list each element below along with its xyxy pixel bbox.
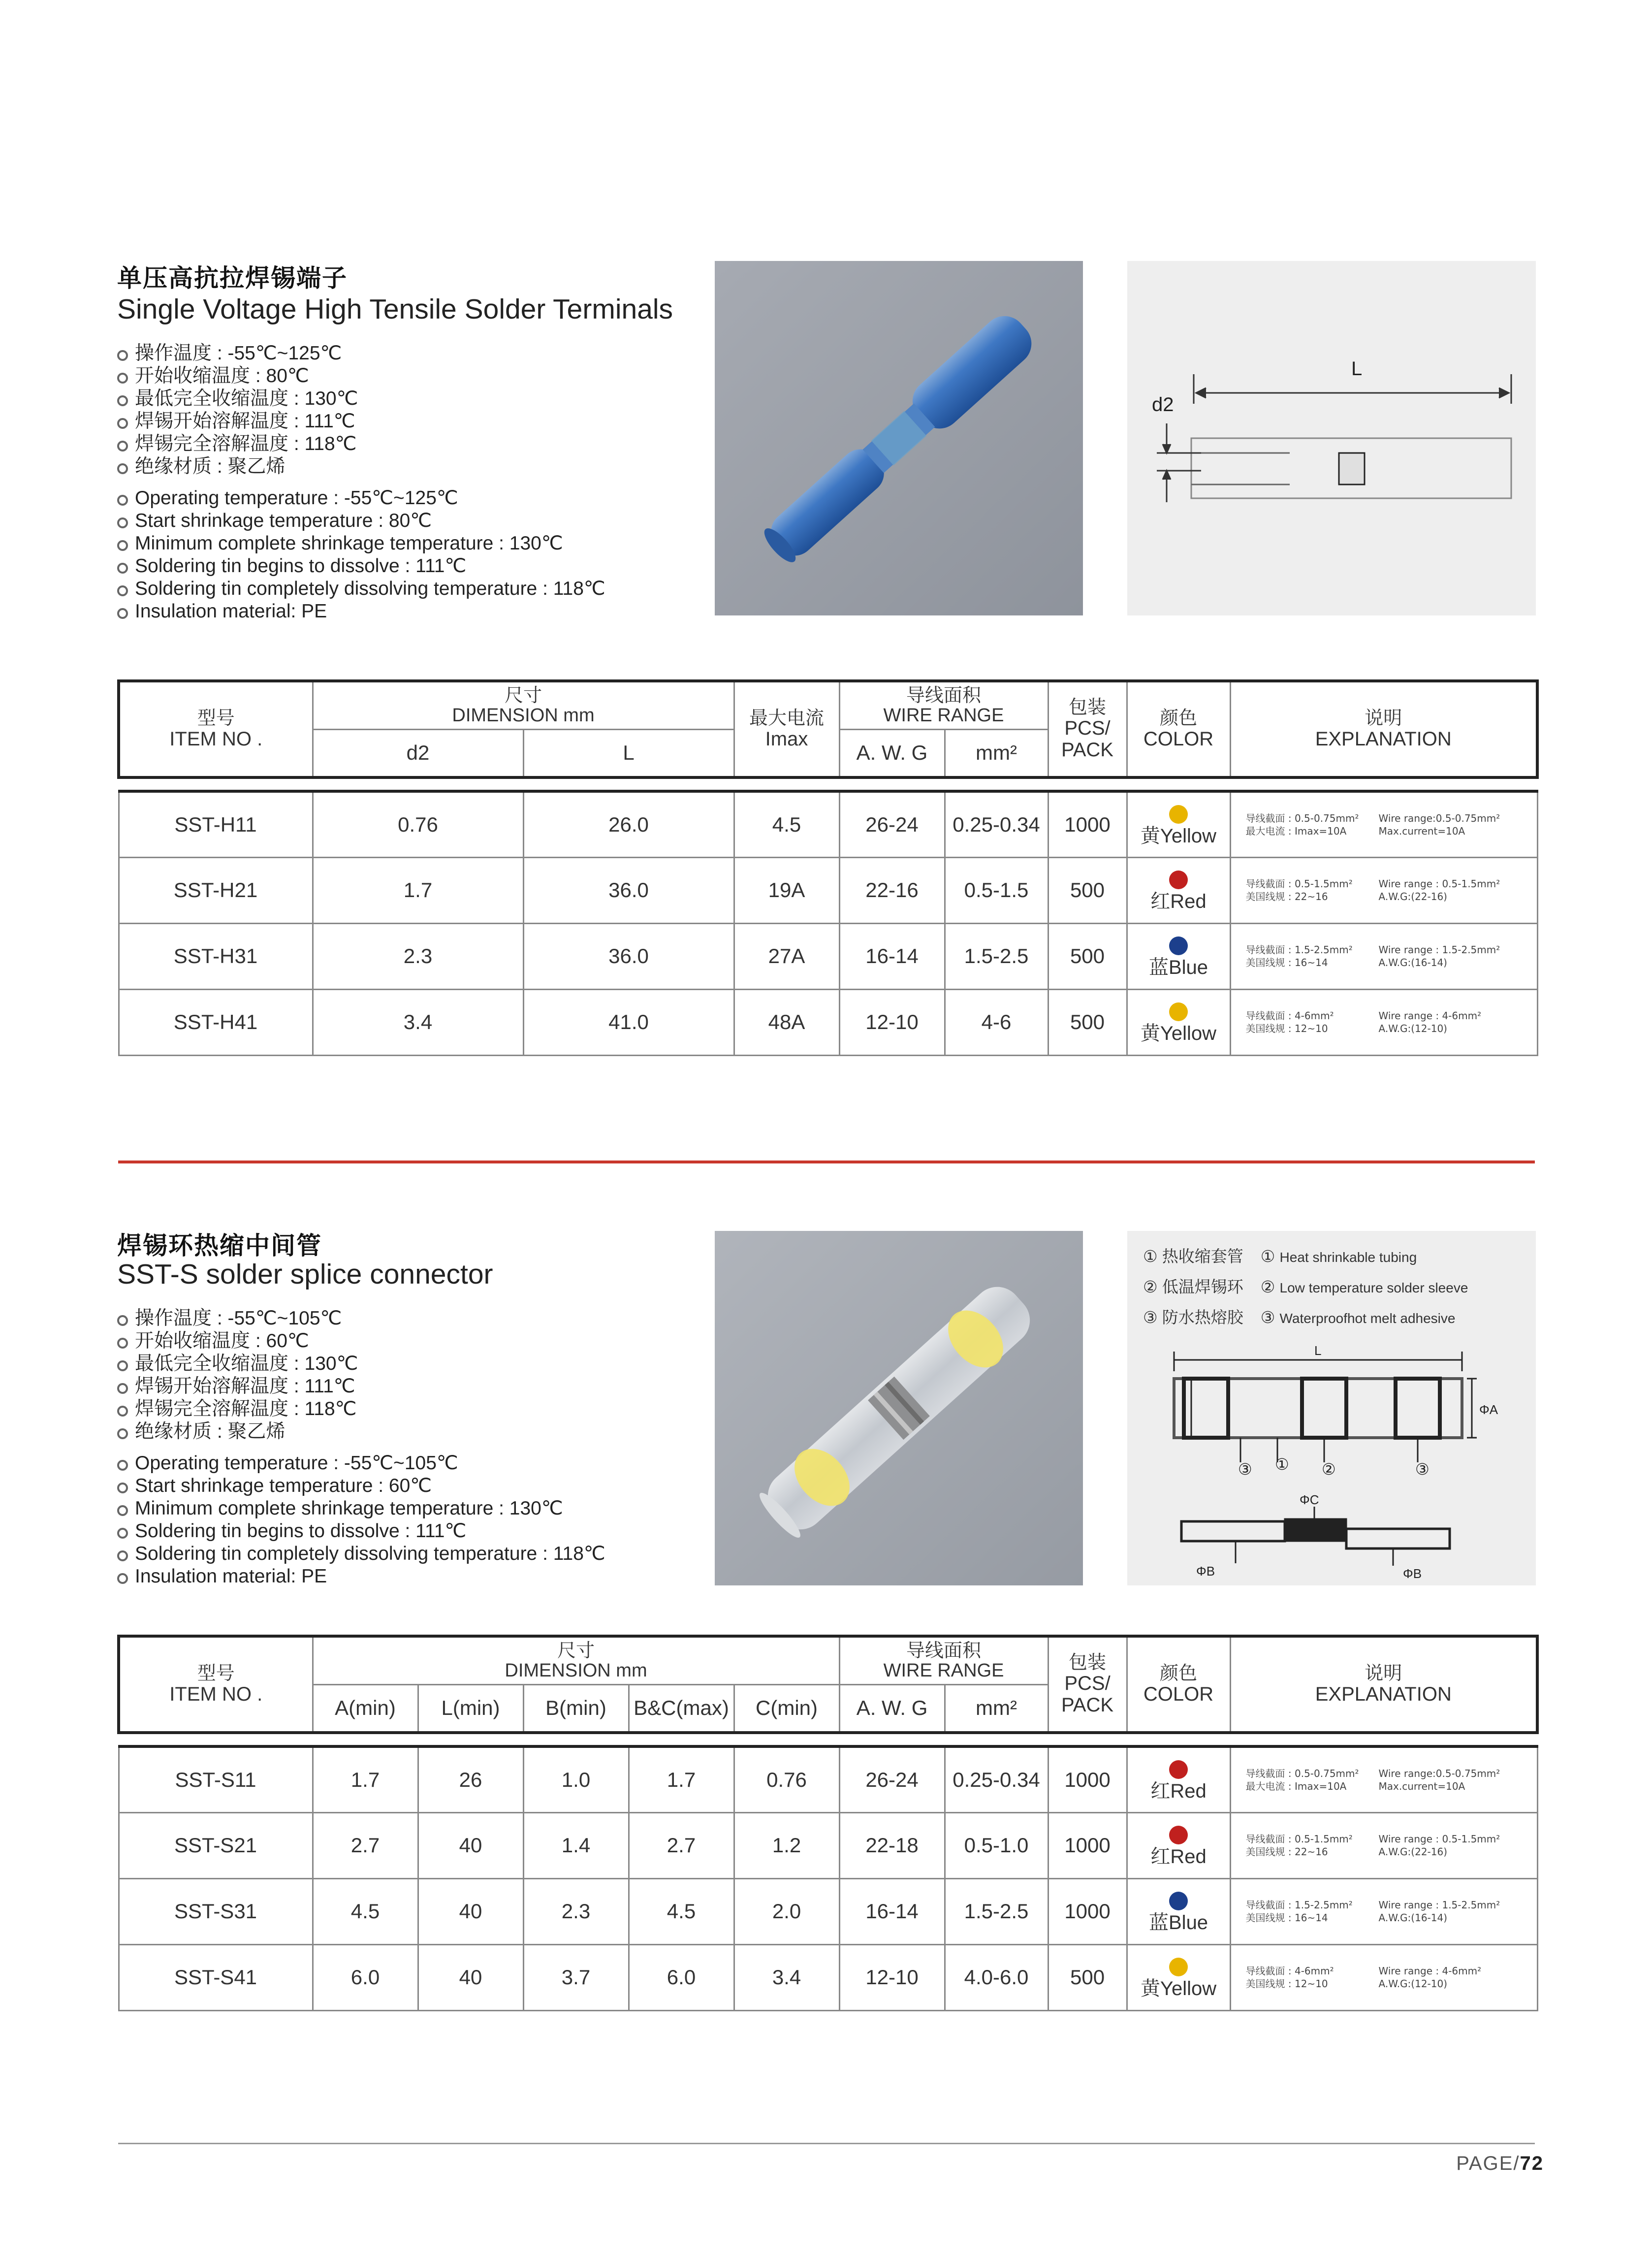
spec-item: Operating temperature : -55℃~105℃ [117,1452,605,1475]
spec-item: 绝缘材质 : 聚乙烯 [117,455,605,478]
header-awg: A. W. G [839,729,945,777]
label-d2: d2 [1152,394,1174,416]
dimension-drawing-1 [1127,261,1536,615]
legend-item: ② 低温焊锡环 ② Low temperature solder sleeve [1143,1278,1468,1296]
spec-item: Start shrinkage temperature : 60℃ [117,1475,605,1497]
header-pack: 包装 PCS/ PACK [1048,1636,1127,1733]
callout-2: ② [1322,1460,1336,1479]
spec-item: 操作温度 : -55℃~125℃ [117,342,605,365]
spec-item: Soldering tin begins to dissolve : 111℃ [117,1520,605,1543]
product-photo-blue-terminal [715,261,1083,615]
table-row: SST-S41 6.0 40 3.7 6.0 3.4 12-10 4.0-6.0 500 黄Yellow 导线截面 : 4-6mm² Wire range : 4-6mm² 美国线规 : 12~10 A.W.G:(12-10) [119,1944,1537,2010]
header-imax: 最大电流 Imax [734,681,839,777]
spec-item: 开始收缩温度 : 80℃ [117,365,605,387]
header-wire-range: 导线面积 WIRE RANGE [839,1636,1048,1684]
header-explanation: 说明 EXPLANATION [1230,681,1537,777]
callout-3: ③ [1238,1460,1252,1479]
spec-item: 焊锡开始溶解温度 : 111℃ [117,410,605,433]
header-pack: 包装 PCS/ PACK [1048,681,1127,777]
color-dot [1169,1002,1188,1021]
spec-item: Soldering tin completely dissolving temperature : 118℃ [117,578,605,600]
spec-item: Soldering tin completely dissolving temperature : 118℃ [117,1543,605,1565]
section1-title-cn: 单压高抗拉焊锡端子 [117,264,348,292]
callout-3: ③ [1415,1460,1430,1479]
spec-item: 开始收缩温度 : 60℃ [117,1330,605,1353]
dimension-drawing-2 [1127,1231,1536,1585]
header-explanation: 说明 EXPLANATION [1230,1636,1537,1733]
table-row: SST-S31 4.5 40 2.3 4.5 2.0 16-14 1.5-2.5 1000 蓝Blue 导线截面 : 1.5-2.5mm² Wire range : 1.5-2.5mm² 美国线规 : 16~14 A.W.G:(16-14) [119,1878,1537,1944]
header-item: 型号 ITEM NO . [119,681,313,777]
spec-item: Minimum complete shrinkage temperature : 130℃ [117,532,605,555]
color-dot [1169,871,1188,889]
spec-item: Minimum complete shrinkage temperature : 130℃ [117,1497,605,1520]
color-dot [1169,936,1188,955]
spec-item: Operating temperature : -55℃~125℃ [117,487,605,510]
label-L: L [1314,1343,1322,1358]
section2-title-cn: 焊锡环热缩中间管 [117,1232,322,1259]
legend-item: ① 热收缩套管 ① Heat shrinkable tubing [1143,1247,1417,1265]
table-row: SST-H11 0.76 26.0 4.5 26-24 0.25-0.34 1000 黄Yellow 导线截面 : 0.5-0.75mm² Wire range:0.5-0.75mm² 最大电流 : Imax=10A Max.current=10A [119,791,1537,857]
spec-item: 操作温度 : -55℃~105℃ [117,1307,605,1330]
header-b-min: B(min) [523,1684,629,1733]
header-dimension: 尺寸 DIMENSION mm [313,681,734,729]
color-dot [1169,1958,1188,1976]
section2-specs [117,1307,605,1588]
spec-item: Insulation material: PE [117,1565,605,1588]
section1-specs-en [117,487,605,623]
section2-specs-en [117,1452,605,1588]
spec-item: 最低完全收缩温度 : 130℃ [117,387,605,410]
footer-divider [118,2143,1535,2144]
header-color: 颜色 COLOR [1127,1636,1230,1733]
color-dot [1169,1826,1188,1844]
header-mm2: mm² [945,729,1048,777]
section1-specs-cn [117,342,605,478]
callout-1: ① [1275,1455,1289,1474]
header-color: 颜色 COLOR [1127,681,1230,777]
header-awg: A. W. G [839,1684,945,1733]
spec-item: Insulation material: PE [117,600,605,623]
label-L: L [1351,358,1363,380]
spec-table-2 [117,1635,1539,2011]
spec-item: 最低完全收缩温度 : 130℃ [117,1353,605,1375]
header-item: 型号 ITEM NO . [119,1636,313,1733]
header-L: L [523,729,734,777]
spec-item: Soldering tin begins to dissolve : 111℃ [117,555,605,578]
header-d2: d2 [313,729,523,777]
section1-title-en: Single Voltage High Tensile Solder Terminals [117,293,673,325]
header-mm2: mm² [945,1684,1048,1733]
label-phi-C: ΦC [1300,1492,1319,1507]
color-dot [1169,1760,1188,1779]
label-phi-A: ΦA [1479,1402,1498,1417]
spec-item: Start shrinkage temperature : 80℃ [117,510,605,532]
page-number: PAGE/72 [1456,2153,1544,2174]
table-row: SST-H31 2.3 36.0 27A 16-14 1.5-2.5 500 蓝Blue 导线截面 : 1.5-2.5mm² Wire range : 1.5-2.5mm² 美国线规 : 16~14 A.W.G:(16-14) [119,923,1537,989]
section2-specs-cn [117,1307,605,1443]
spec-item: 焊锡完全溶解温度 : 118℃ [117,1398,605,1420]
header-bc-max: B&C(max) [629,1684,734,1733]
spec-item: 焊锡开始溶解温度 : 111℃ [117,1375,605,1398]
header-c-min: C(min) [734,1684,839,1733]
table-row: SST-H41 3.4 41.0 48A 12-10 4-6 500 黄Yellow 导线截面 : 4-6mm² Wire range : 4-6mm² 美国线规 : 12~10 A.W.G:(12-10) [119,989,1537,1055]
color-dot [1169,1892,1188,1910]
header-l-min: L(min) [418,1684,523,1733]
spec-item: 焊锡完全溶解温度 : 118℃ [117,433,605,455]
header-dimension: 尺寸 DIMENSION mm [313,1636,839,1684]
table-row: SST-S11 1.7 26 1.0 1.7 0.76 26-24 0.25-0.34 1000 红Red 导线截面 : 0.5-0.75mm² Wire range:0.5-0.75mm² 最大电流 : Imax=10A Max.current=10A [119,1746,1537,1812]
section1-specs [117,342,605,623]
section-divider [118,1161,1535,1163]
section2-title-en: SST-S solder splice connector [117,1258,493,1290]
label-phi-B: ΦB [1196,1564,1215,1579]
label-phi-B: ΦB [1403,1566,1422,1581]
table-row: SST-H21 1.7 36.0 19A 22-16 0.5-1.5 500 红Red 导线截面 : 0.5-1.5mm² Wire range : 0.5-1.5mm² 美国线规 : 22~16 A.W.G:(22-16) [119,857,1537,923]
spec-table-1 [117,679,1539,1056]
table-row: SST-S21 2.7 40 1.4 2.7 1.2 22-18 0.5-1.0 1000 红Red 导线截面 : 0.5-1.5mm² Wire range : 0.5-1.5mm² 美国线规 : 22~16 A.W.G:(22-16) [119,1812,1537,1878]
header-a-min: A(min) [313,1684,418,1733]
product-photo-splice-connector [715,1231,1083,1585]
header-wire-range: 导线面积 WIRE RANGE [839,681,1048,729]
legend-item: ③ 防水热熔胶 ③ Waterproofhot melt adhesive [1143,1308,1456,1326]
spec-item: 绝缘材质 : 聚乙烯 [117,1420,605,1443]
color-dot [1169,805,1188,824]
